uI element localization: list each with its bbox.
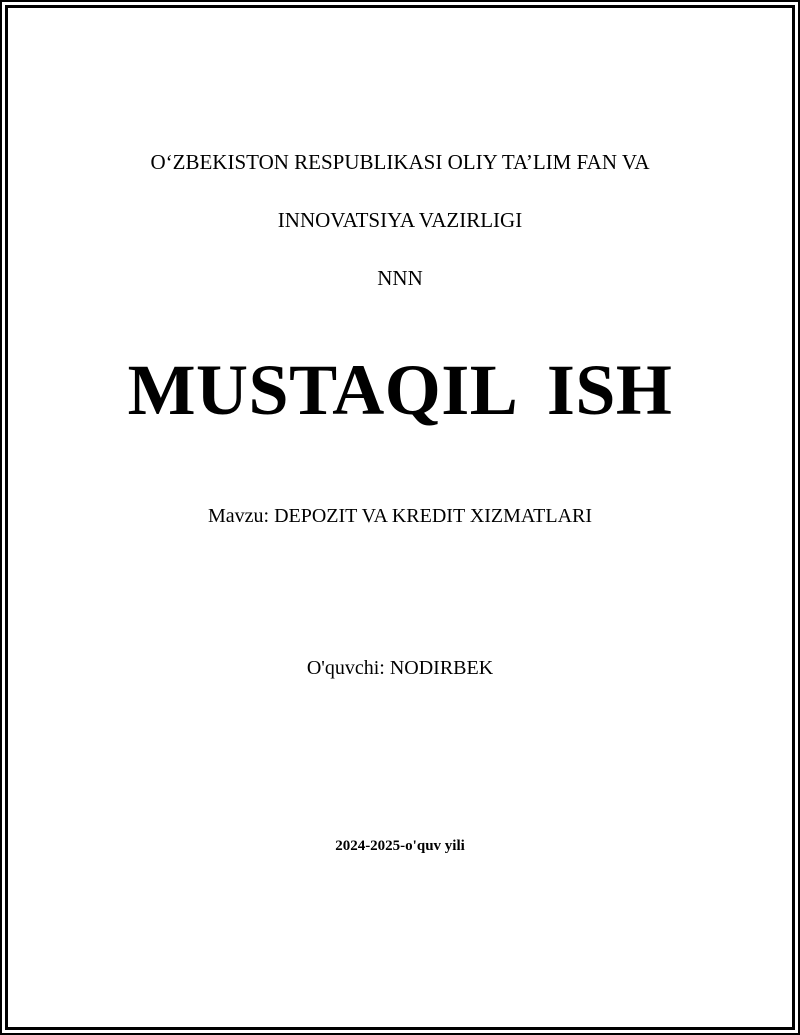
- ministry-header-line2: INNOVATSIYA VAZIRLIGI: [277, 208, 523, 232]
- ministry-header-line3: NNN: [377, 266, 423, 290]
- ministry-header: [8, 119, 792, 322]
- page-border-frame: [5, 5, 795, 1030]
- document-title: MUSTAQIL ISH: [127, 350, 673, 430]
- topic-line: Mavzu: DEPOZIT VA KREDIT XIZMATLARI: [207, 505, 593, 527]
- ministry-header-line1: O‘ZBEKISTON RESPUBLIKASI OLIY TA’LIM FAN VA: [150, 150, 650, 174]
- student-line: O'quvchi: NODIRBEK: [306, 657, 494, 679]
- academic-year-line: 2024-2025-o'quv yili: [335, 838, 465, 854]
